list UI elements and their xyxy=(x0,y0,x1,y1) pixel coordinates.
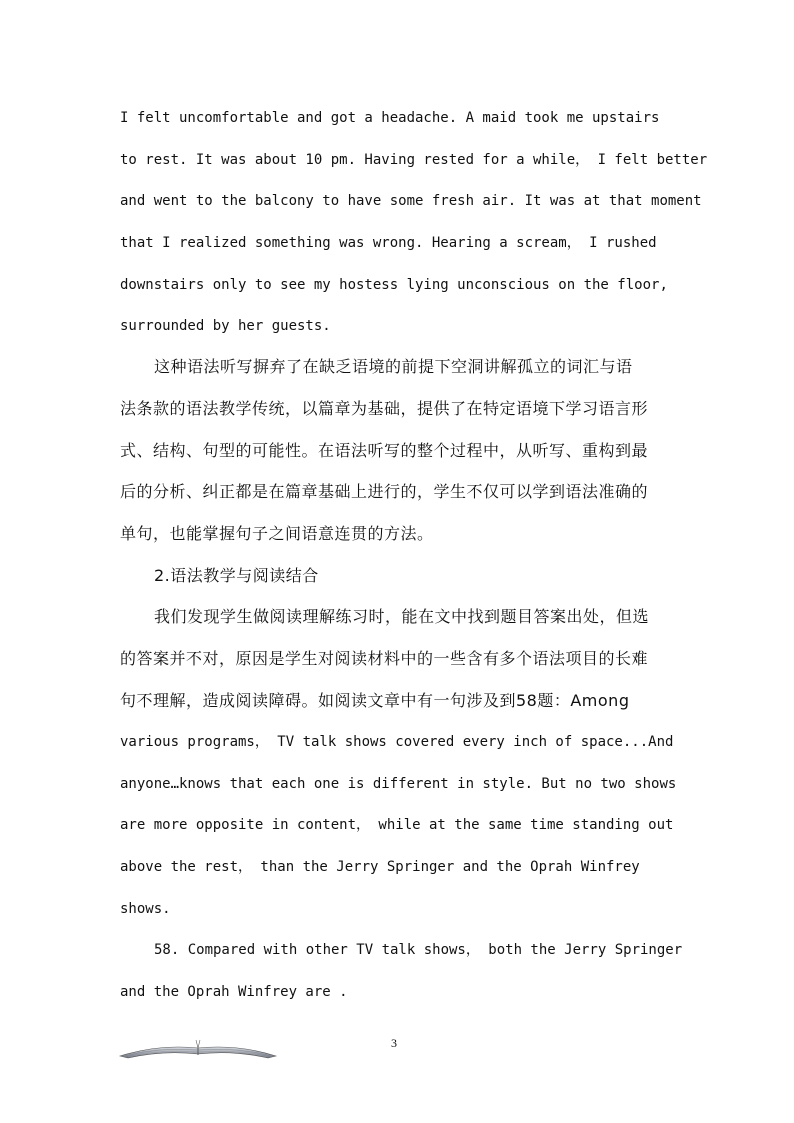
paragraph-3-line-3: 句不理解，造成阅读障碍。如阅读文章中有一句涉及到58题：Among xyxy=(120,691,630,710)
question-58-line-2: and the Oprah Winfrey are . xyxy=(120,984,348,1000)
paragraph-1-line-2: to rest. It was about 10 pm. Having rested for a while， I felt better xyxy=(120,152,708,168)
paragraph-3-line-4: various programs， TV talk shows covered every inch of space...And xyxy=(120,734,674,750)
paragraph-3-line-8: shows. xyxy=(120,901,171,917)
paragraph-3-line-5: anyone…knows that each one is different in style. But no two shows xyxy=(120,776,677,792)
paragraph-2-line-5: 单句，也能掌握句子之间语意连贯的方法。 xyxy=(120,524,434,543)
paragraph-3-line-1: 我们发现学生做阅读理解练习时，能在文中找到题目答案出处，但选 xyxy=(154,607,650,626)
paragraph-1-line-1: I felt uncomfortable and got a headache. A maid took me upstairs xyxy=(120,110,660,126)
paragraph-3-line-7: above the rest， than the Jerry Springer and the Oprah Winfrey xyxy=(120,859,640,875)
paragraph-1-line-3: and went to the balcony to have some fresh air. It was at that moment xyxy=(120,193,702,209)
paragraph-2-line-3: 式、结构、句型的可能性。在语法听写的整个过程中，从听写、重构到最 xyxy=(120,441,649,460)
paragraph-2-line-1: 这种语法听写摒弃了在缺乏语境的前提下空洞讲解孤立的词汇与语 xyxy=(154,357,633,376)
question-58-line-1: 58. Compared with other TV talk shows， both the Jerry Springer xyxy=(154,942,683,958)
paragraph-2-line-4: 后的分析、纠正都是在篇章基础上进行的，学生不仅可以学到语法准确的 xyxy=(120,482,649,501)
paragraph-1-line-5: downstairs only to see my hostess lying unconscious on the floor, xyxy=(120,277,668,293)
section-heading: 2.语法教学与阅读结合 xyxy=(154,566,319,585)
paragraph-2-line-2: 法条款的语法教学传统，以篇章为基础，提供了在特定语境下学习语言形 xyxy=(120,399,649,418)
page-number: 3 xyxy=(391,1036,397,1050)
open-book-icon xyxy=(118,1036,278,1060)
paragraph-1-line-6: surrounded by her guests. xyxy=(120,318,331,334)
paragraph-3-line-2: 的答案并不对，原因是学生对阅读材料中的一些含有多个语法项目的长难 xyxy=(120,649,649,668)
paragraph-3-line-6: are more opposite in content， while at the same time standing out xyxy=(120,817,674,833)
paragraph-1-line-4: that I realized something was wrong. Hearing a scream， I rushed xyxy=(120,235,657,251)
